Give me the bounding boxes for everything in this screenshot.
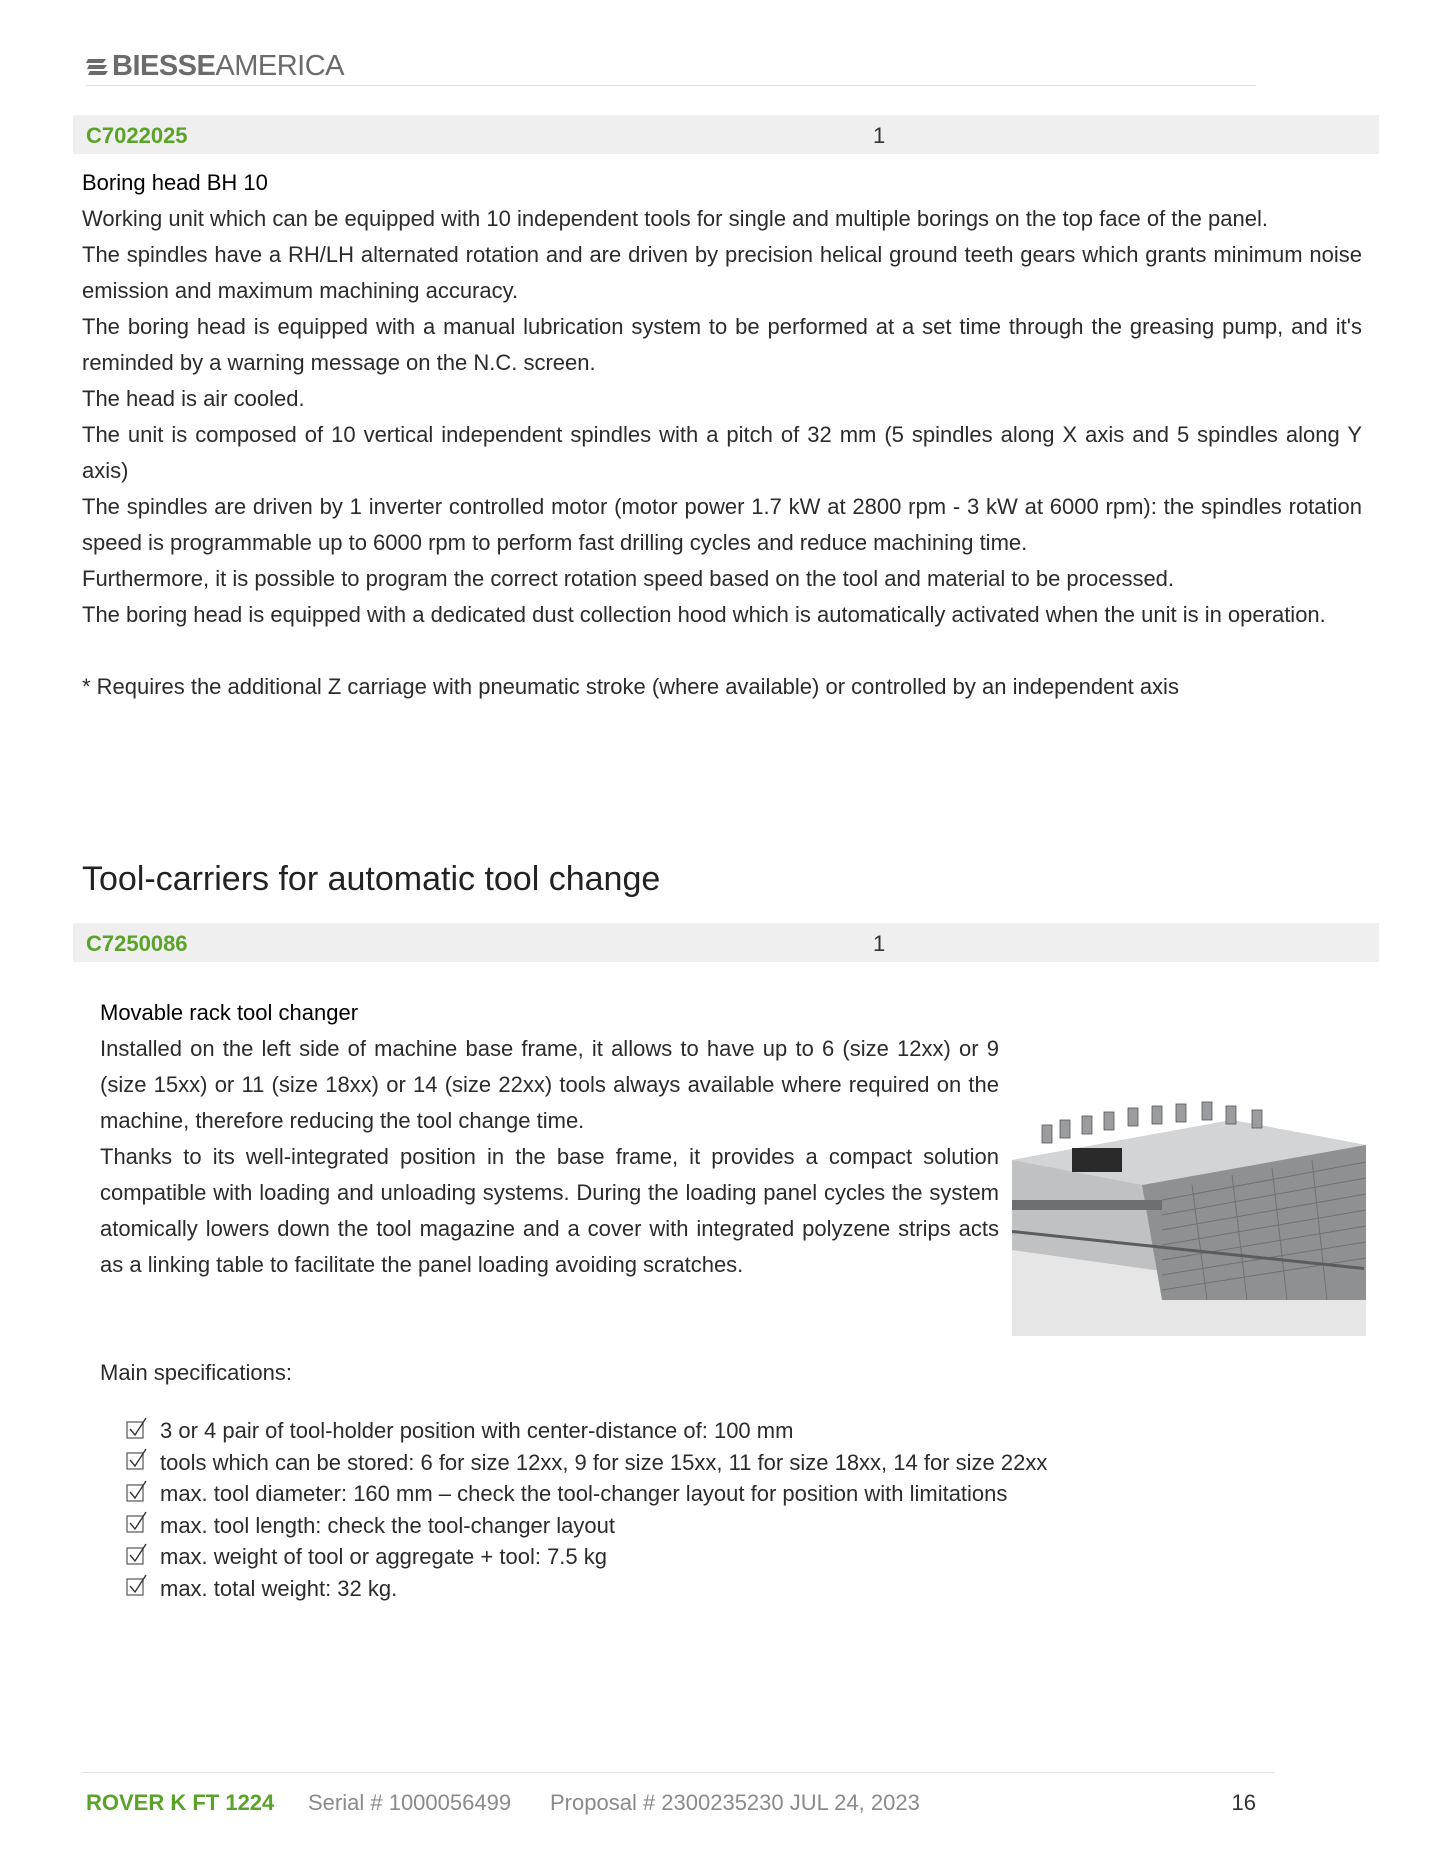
list-item — [126, 1447, 1047, 1479]
paragraph: The boring head is equipped with a dedicated dust collection hood which is automatically activated when the unit is in operation. — [82, 602, 1326, 627]
item-code-bar — [73, 115, 1379, 154]
item-title: Movable rack tool changer — [100, 1000, 359, 1025]
machine-photo — [1012, 1100, 1366, 1336]
boring-head-description — [82, 165, 1362, 705]
checkbox-check-icon — [126, 1573, 148, 1597]
paragraph: Thanks to its well-integrated position in the base frame, it provides a compact solution compatible with loading and unloading systems. During the loading panel cycles the system atomically lowers down the tool magazine and a cover with integrated polyzene strips acts as a linking table to facilitate the panel loading avoiding scratches. — [100, 1144, 999, 1277]
paragraph: Installed on the left side of machine base frame, it allows to have up to 6 (size 12xx) or 9 (size 15xx) or 11 (size 18xx) or 14 (size 22xx) tools always available where required on the machine, therefore reducing the tool change time. — [100, 1036, 999, 1133]
spec-text: max. total weight: 32 kg. — [160, 1575, 398, 1601]
spec-text: 3 or 4 pair of tool-holder position with center-distance of: 100 mm — [160, 1418, 794, 1443]
spec-text: max. tool length: check the tool-changer layout — [160, 1512, 615, 1538]
requirement-note: * Requires the additional Z carriage with pneumatic stroke (where available) or controlled by an independent axis — [82, 674, 1179, 699]
header-divider — [86, 85, 1256, 86]
list-item — [126, 1415, 1047, 1447]
item-quantity: 1 — [873, 123, 886, 148]
paragraph: The head is air cooled. — [82, 386, 305, 411]
page-number: 16 — [1231, 1790, 1256, 1815]
spacer — [82, 633, 1362, 669]
checkbox-check-icon — [126, 1479, 148, 1503]
footer-serial: Serial # 1000056499 — [308, 1790, 512, 1815]
list-item — [126, 1478, 1047, 1510]
checkbox-check-icon — [126, 1542, 148, 1566]
biesse-logo-icon — [86, 55, 108, 77]
checkbox-check-icon — [126, 1447, 148, 1471]
specs-heading: Main specifications: — [100, 1360, 292, 1385]
item-code-bar — [73, 923, 1379, 962]
specs-list — [126, 1415, 1047, 1604]
item-title: Boring head BH 10 — [82, 170, 268, 195]
company-logo — [86, 50, 344, 82]
paragraph: Furthermore, it is possible to program the correct rotation speed based on the tool and material to be processed. — [82, 566, 1175, 591]
footer-divider — [82, 1772, 1274, 1773]
list-item — [126, 1541, 1047, 1573]
checkbox-check-icon — [126, 1510, 148, 1534]
spec-text: tools which can be stored: 6 for size 12xx, 9 for size 15xx, 11 for size 18xx, 14 for size 22xx — [160, 1449, 1048, 1475]
logo-text-bold: BIESSE — [112, 49, 216, 82]
paragraph: Working unit which can be equipped with 10 independent tools for single and multiple borings on the top face of the panel. — [82, 206, 1268, 231]
footer-model: ROVER K FT 1224 — [86, 1790, 275, 1815]
footer-proposal: Proposal # 2300235230 JUL 24, 2023 — [550, 1790, 920, 1815]
paragraph: The spindles are driven by 1 inverter controlled motor (motor power 1.7 kW at 2800 rpm - 3 kW at 6000 rpm): the spindles rotation speed is programmable up to 6000 rpm to perform fast drilling cycles and reduce machining time. — [82, 494, 1362, 555]
spec-text: max. weight of tool or aggregate + tool: 7.5 kg — [160, 1544, 607, 1569]
paragraph: The unit is composed of 10 vertical independent spindles with a pitch of 32 mm (5 spindles along X axis and 5 spindles along Y axis) — [82, 422, 1362, 483]
paragraph: The spindles have a RH/LH alternated rotation and are driven by precision helical ground teeth gears which grants minimum noise emission and maximum machining accuracy. — [82, 242, 1362, 303]
paragraph: The boring head is equipped with a manual lubrication system to be performed at a set time through the greasing pump, and it's reminded by a warning message on the N.C. screen. — [82, 314, 1362, 375]
spec-text: max. tool diameter: 160 mm – check the tool-changer layout for position with limitations — [160, 1481, 1008, 1506]
item-quantity: 1 — [873, 931, 886, 956]
item-code: C7022025 — [86, 123, 188, 148]
logo-text-light: AMERICA — [215, 49, 345, 82]
list-item — [126, 1573, 1047, 1605]
section-title: Tool-carriers for automatic tool change — [82, 860, 661, 898]
checkbox-check-icon — [126, 1416, 148, 1440]
list-item — [126, 1510, 1047, 1542]
page-footer — [86, 1790, 1256, 1820]
item-code: C7250086 — [86, 931, 188, 956]
tool-changer-description — [100, 995, 999, 1283]
